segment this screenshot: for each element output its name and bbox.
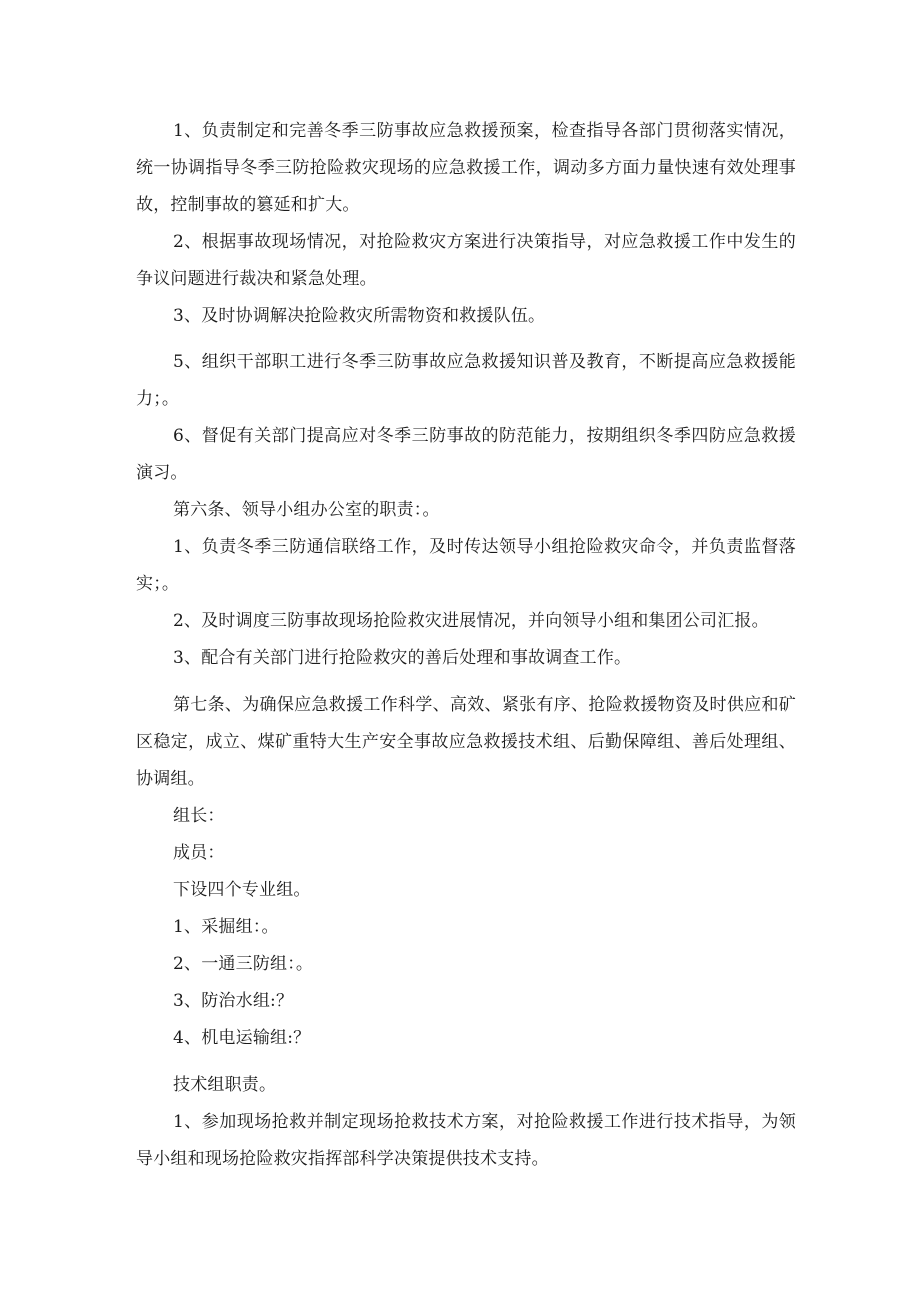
members-label: 成员：: [173, 843, 225, 863]
subgroups-intro: 下设四个专业组。: [173, 880, 311, 900]
paragraph-office-duty-1: 1、负责冬季三防通信联络工作，及时传达领导小组抢险救灾命令，并负责监督落实；。: [136, 537, 796, 594]
article-6-heading: 第六条、领导小组办公室的职责：。: [173, 500, 440, 520]
technical-group-heading: 技术组职责。: [173, 1075, 277, 1095]
paragraph-duty-5: 5、组织干部职工进行冬季三防事故应急救援知识普及教育，不断提高应急救援能力；。: [136, 352, 796, 409]
group-leader-label: 组长：: [173, 806, 225, 826]
paragraph-office-duty-3: 3、配合有关部门进行抢险救灾的善后处理和事故调查工作。: [173, 648, 632, 668]
technical-group-duty-1: 1、参加现场抢救并制定现场抢救技术方案，对抢险救援工作进行技术指导，为领导小组和现场抢险救灾指挥部科学决策提供技术支持。: [136, 1112, 796, 1169]
subgroup-water-control: 3、防治水组:？: [173, 991, 294, 1011]
paragraph-duty-3: 3、及时协调解决抢险救灾所需物资和救援队伍。: [173, 306, 546, 326]
paragraph-duty-2: 2、根据事故现场情况，对抢险救灾方案进行决策指导，对应急救援工作中发生的争议问题进行裁决和紧急处理。: [136, 232, 796, 289]
paragraph-duty-6: 6、督促有关部门提高应对冬季三防事故的防范能力，按期组织冬季四防应急救援演习。: [136, 426, 796, 483]
subgroup-electromechanical: 4、机电运输组:？: [173, 1028, 311, 1048]
subgroup-ventilation: 2、一通三防组：。: [173, 954, 314, 974]
paragraph-office-duty-2: 2、及时调度三防事故现场抢险救灾进展情况，并向领导小组和集团公司汇报。: [173, 611, 769, 631]
paragraph-duty-1: 1、负责制定和完善冬季三防事故应急救援预案，检查指导各部门贯彻落实情况，统一协调指导冬季三防抢险救灾现场的应急救援工作，调动多方面力量快速有效处理事故，控制事故的篡延和扩大。: [136, 121, 796, 215]
article-7-paragraph: 第七条、为确保应急救援工作科学、高效、紧张有序、抢险救援物资及时供应和矿区稳定，成立、煤矿重特大生产安全事故应急救援技术组、后勤保障组、善后处理组、协调组。: [136, 695, 796, 789]
document-page: [136, 113, 796, 1178]
subgroup-mining: 1、采掘组：。: [173, 917, 279, 937]
